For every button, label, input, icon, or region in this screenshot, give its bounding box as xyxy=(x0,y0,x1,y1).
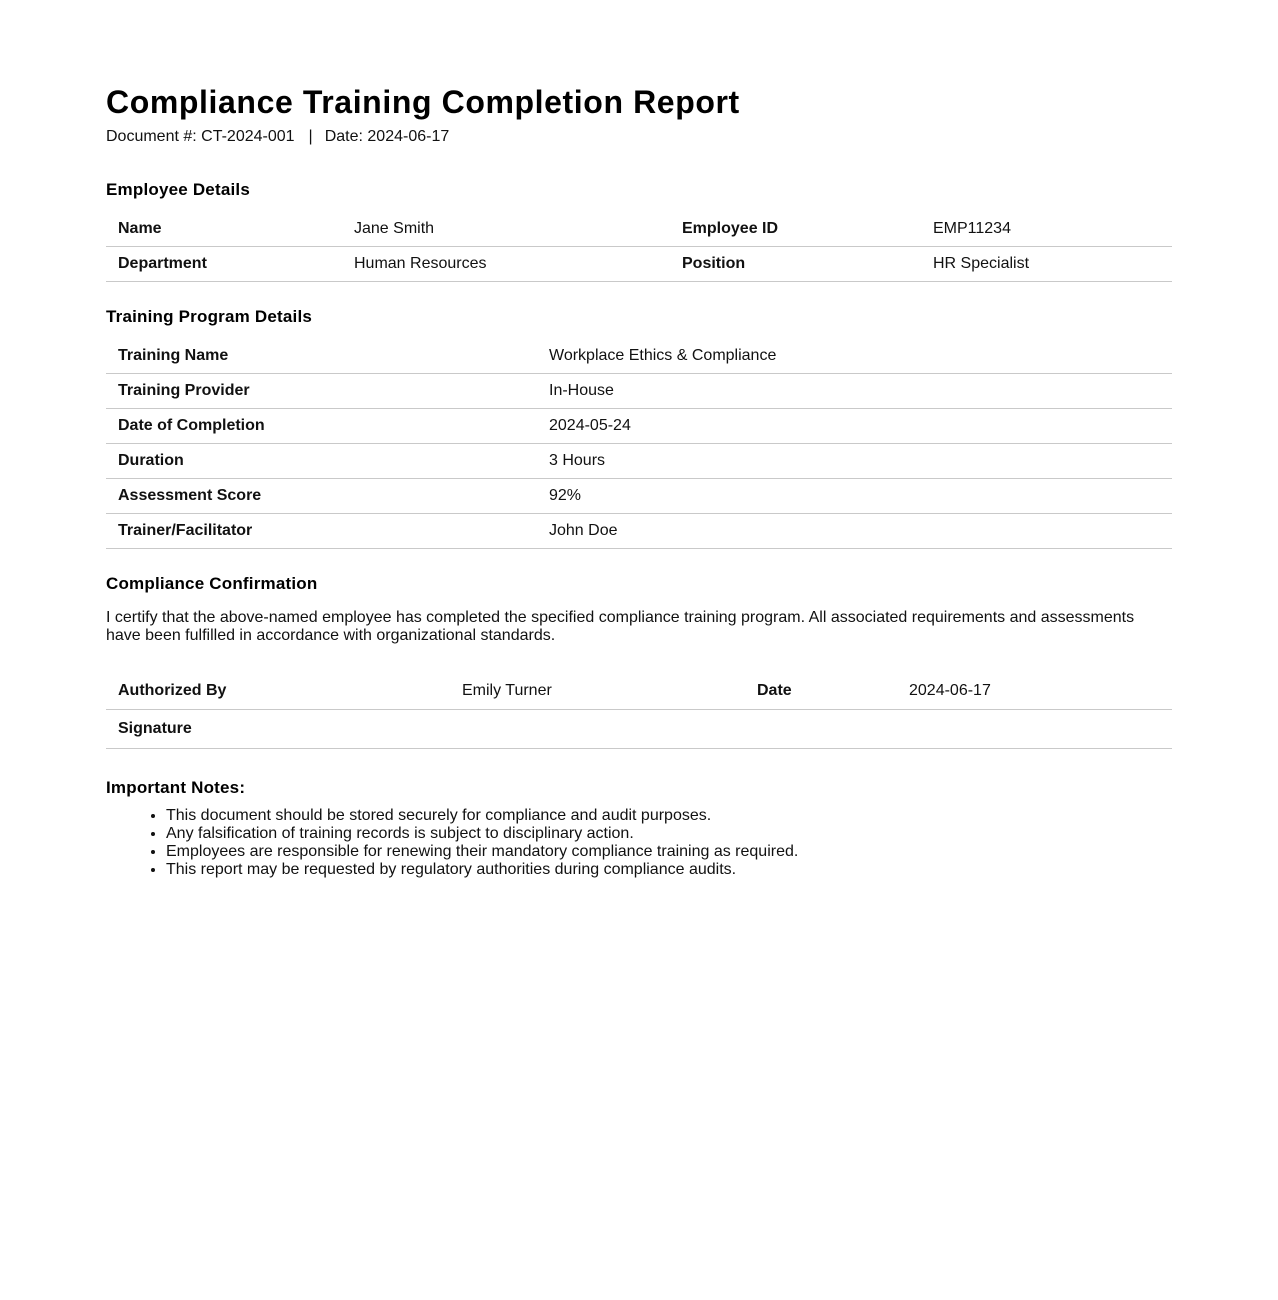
field-label: Date of Completion xyxy=(106,409,537,444)
table-row xyxy=(106,673,1172,710)
signature-label: Signature xyxy=(106,710,450,749)
notes-list xyxy=(106,807,1172,879)
document-meta xyxy=(106,127,1172,147)
authorization-date-value: 2024-06-17 xyxy=(897,673,1172,710)
field-label: Training Name xyxy=(106,339,537,374)
signature-field xyxy=(450,710,1172,749)
authorization-table xyxy=(106,673,1172,749)
field-value: 92% xyxy=(537,479,1172,514)
field-value: In-House xyxy=(537,374,1172,409)
field-label: Name xyxy=(106,212,342,247)
table-row xyxy=(106,409,1172,444)
field-label: Assessment Score xyxy=(106,479,537,514)
page-title: Compliance Training Completion Report xyxy=(106,84,740,120)
authorized-by-label: Authorized By xyxy=(106,673,450,710)
field-value: Jane Smith xyxy=(342,212,670,247)
table-row xyxy=(106,444,1172,479)
table-row xyxy=(106,479,1172,514)
field-label: Duration xyxy=(106,444,537,479)
document-number: Document #: CT-2024-001 xyxy=(106,128,295,145)
table-row xyxy=(106,247,1172,282)
certification-statement: I certify that the above-named employee has completed the specified compliance training program. All associated requirements and assessments have been fulfilled in accordance with organizational standards. xyxy=(106,609,1135,644)
field-label: Training Provider xyxy=(106,374,537,409)
meta-separator: | xyxy=(308,128,313,145)
field-value: Human Resources xyxy=(342,247,670,282)
important-notes-heading: Important Notes: xyxy=(106,778,246,797)
table-row xyxy=(106,374,1172,409)
authorization-date-label: Date xyxy=(745,673,897,710)
field-value: John Doe xyxy=(537,514,1172,549)
compliance-confirmation-heading: Compliance Confirmation xyxy=(106,574,318,593)
list-item: • Any falsification of training records is subject to disciplinary action. xyxy=(166,825,1172,843)
list-item: • Employees are responsible for renewing their mandatory compliance training as required. xyxy=(166,843,1172,861)
field-label: Trainer/Facilitator xyxy=(106,514,537,549)
field-value: 3 Hours xyxy=(537,444,1172,479)
table-row xyxy=(106,339,1172,374)
employee-details-table xyxy=(106,212,1172,282)
field-value: EMP11234 xyxy=(921,212,1172,247)
field-value: HR Specialist xyxy=(921,247,1172,282)
table-row xyxy=(106,710,1172,749)
table-row xyxy=(106,514,1172,549)
table-row xyxy=(106,212,1172,247)
training-details-table xyxy=(106,339,1172,549)
field-label: Employee ID xyxy=(670,212,921,247)
document-date: Date: 2024-06-17 xyxy=(324,128,450,145)
training-details-heading: Training Program Details xyxy=(106,307,313,326)
list-item: • This document should be stored securely for compliance and audit purposes. xyxy=(166,807,1172,825)
field-label: Position xyxy=(670,247,921,282)
list-item: • This report may be requested by regulatory authorities during compliance audits. xyxy=(166,861,1172,879)
field-value: 2024-05-24 xyxy=(537,409,1172,444)
field-value: Workplace Ethics & Compliance xyxy=(537,339,1172,374)
field-label: Department xyxy=(106,247,342,282)
employee-details-heading: Employee Details xyxy=(106,180,250,199)
authorized-by-value: Emily Turner xyxy=(450,673,745,710)
